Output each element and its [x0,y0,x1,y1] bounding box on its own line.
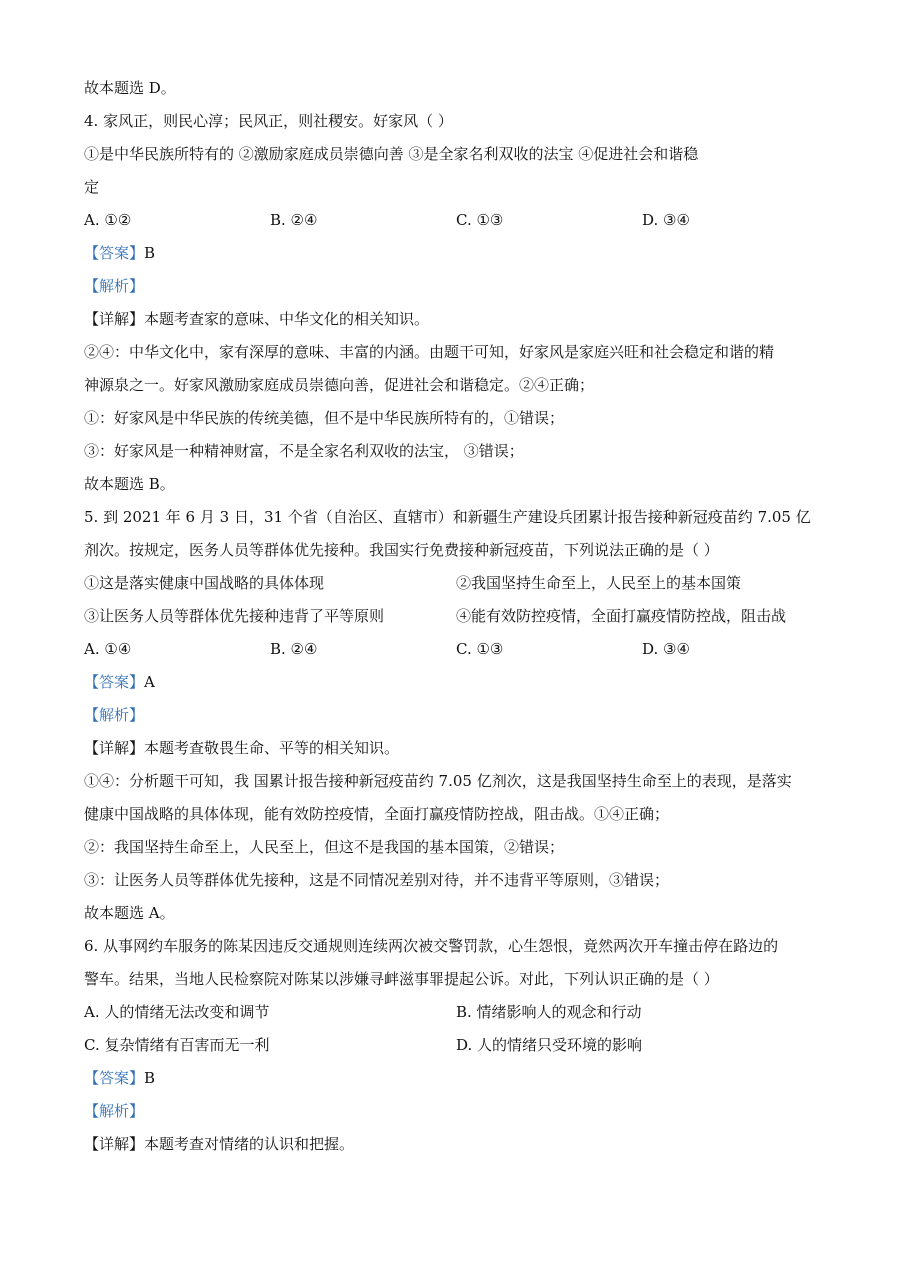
q4-option-b: B. ②④ [270,211,318,229]
q5-option-a: A. ①④ [84,640,132,658]
q5-detail [84,732,829,765]
q6-answer-value: B [144,1069,156,1087]
q5-answer-value: A [144,673,155,691]
q5-explanation-2: 健康中国战略的具体体现，能有效防控疫情，全面打赢疫情防控战，阻击战。①④正确； [84,805,670,823]
q6-option-a: A. 人的情绪无法改变和调节 [84,1003,270,1021]
q4-items: ①是中华民族所特有的 ②激励家庭成员崇德向善 ③是全家名利双收的法宝 ④促进社会和谐稳 [84,145,699,163]
q5-items-row-2 [84,600,829,633]
q4-items-continued: 定 [84,178,100,196]
q5-detail-text: 本题考查敬畏生命、平等的相关知识。 [144,739,400,757]
q4-option-d: D. ③④ [642,211,690,229]
q4-option-c: C. ①③ [456,211,504,229]
q6-detail [84,1128,829,1161]
q6-analysis [84,1095,829,1128]
q5-options [84,633,829,666]
q5-item-1: ①这是落实健康中国战略的具体体现 [84,574,325,592]
analysis-tag: 【解析】 [84,1102,145,1120]
q6-detail-text: 本题考查对情绪的认识和把握。 [144,1135,355,1153]
q4-analysis [84,270,829,303]
q5-conclusion: 故本题选 A。 [84,904,175,922]
q5-explanation-3: ②：我国坚持生命至上，人民至上，但这不是我国的基本国策，②错误； [84,838,565,856]
q6-answer [84,1062,829,1095]
q5-answer [84,666,829,699]
detail-tag: 【详解】 [84,739,145,757]
detail-tag: 【详解】 [84,310,145,328]
q6-option-c: C. 复杂情绪有百害而无一利 [84,1036,270,1054]
answer-tag: 【答案】 [84,244,145,262]
q6-stem-1: 6. 从事网约车服务的陈某因违反交通规则连续两次被交警罚款，心生怨恨，竟然两次开车撞击停在路边的 [84,937,779,955]
q6-options-row-2 [84,1029,829,1062]
q5-item-2: ②我国坚持生命至上，人民至上的基本国策 [456,574,742,592]
analysis-tag: 【解析】 [84,706,145,724]
q4-detail-text: 本题考查家的意味、中华文化的相关知识。 [144,310,430,328]
q5-option-b: B. ②④ [270,640,318,658]
q5-explanation-1: ①④：分析题干可知，我 国累计报告接种新冠疫苗约 7.05 亿剂次，这是我国坚持生命至上的表现，是落实 [84,772,792,790]
q6-options-row-1 [84,996,829,1029]
q4-answer-value: B [144,244,156,262]
previous-conclusion: 故本题选 D。 [84,79,176,97]
q4-stem: 4. 家风正，则民心淳；民风正，则社稷安。好家风（ ） [84,112,453,130]
q5-explanation-4: ③：让医务人员等群体优先接种，这是不同情况差别对待，并不违背平等原则，③错误； [84,871,670,889]
q6-option-b: B. 情绪影响人的观念和行动 [456,1003,642,1021]
q4-conclusion: 故本题选 B。 [84,475,175,493]
q4-option-a: A. ①② [84,211,132,229]
answer-tag: 【答案】 [84,673,145,691]
q5-item-4: ④能有效防控疫情，全面打赢疫情防控战，阻击战 [456,607,787,625]
detail-tag: 【详解】 [84,1135,145,1153]
q5-item-3: ③让医务人员等群体优先接种违背了平等原则 [84,607,385,625]
q6-option-d: D. 人的情绪只受环境的影响 [456,1036,643,1054]
q4-answer [84,237,829,270]
q6-stem-2: 警车。结果，当地人民检察院对陈某以涉嫌寻衅滋事罪提起公诉。对此，下列认识正确的是（ ） [84,970,719,988]
q4-explanation-2: 神源泉之一。好家风激励家庭成员崇德向善，促进社会和谐稳定。②④正确； [84,376,595,394]
q4-explanation-4: ③：好家风是一种精神财富，不是全家名利双收的法宝， ③错误； [84,442,524,460]
analysis-tag: 【解析】 [84,277,145,295]
q4-explanation-3: ①：好家风是中华民族的传统美德，但不是中华民族所特有的，①错误； [84,409,565,427]
q5-stem-2: 剂次。按规定，医务人员等群体优先接种。我国实行免费接种新冠疫苗，下列说法正确的是（ ） [84,541,719,559]
q5-items-row-1 [84,567,829,600]
q4-options [84,204,829,237]
q5-option-d: D. ③④ [642,640,690,658]
document-page [84,72,829,1161]
q5-analysis [84,699,829,732]
answer-tag: 【答案】 [84,1069,145,1087]
q4-explanation-1: ②④：中华文化中，家有深厚的意味、丰富的内涵。由题干可知，好家风是家庭兴旺和社会稳定和谐的精 [84,343,775,361]
q4-detail [84,303,829,336]
q5-stem-1: 5. 到 2021 年 6 月 3 日，31 个省（自治区、直辖市）和新疆生产建设兵团累计报告接种新冠疫苗约 7.05 亿 [84,508,811,526]
q5-option-c: C. ①③ [456,640,504,658]
